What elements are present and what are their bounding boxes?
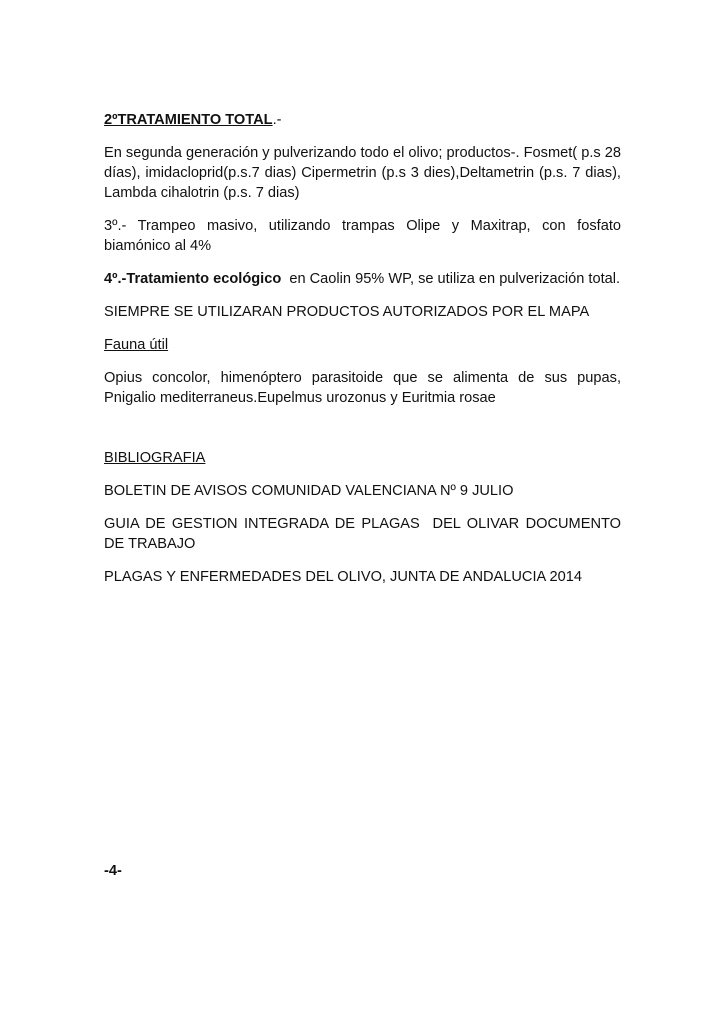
paragraph-warning: SIEMPRE SE UTILIZARAN PRODUCTOS AUTORIZADOS POR EL MAPA	[104, 304, 590, 320]
bibliography-title-text: BIBLIOGRAFIA	[104, 450, 206, 466]
document-page	[104, 110, 626, 600]
fauna-title	[104, 335, 621, 355]
page-number: -4-	[104, 863, 122, 879]
fauna-text: Opius concolor, himenóptero parasitoide que se alimenta de sus pupas, Pnigalio mediterraneus.Eupelmus urozonus y Euritmia rosae	[104, 370, 621, 406]
bibliography-title	[104, 448, 621, 468]
spacer	[104, 421, 621, 448]
bibliography-item: BOLETIN DE AVISOS COMUNIDAD VALENCIANA Nº 9 JULIO	[104, 483, 514, 499]
section-heading-suffix: .-	[272, 112, 282, 128]
treatment-4-title: 4º.-Tratamiento ecológico	[104, 271, 282, 287]
treatment-4-text: en Caolin 95% WP, se utiliza en pulverización total.	[281, 271, 621, 287]
paragraph-treatment-3: 3º.- Trampeo masivo, utilizando trampas Olipe y Maxitrap, con fosfato biamónico al 4%	[104, 218, 621, 254]
paragraph-treatment-4	[104, 269, 621, 289]
bibliography-item: GUIA DE GESTION INTEGRADA DE PLAGAS DEL OLIVAR DOCUMENTO DE TRABAJO	[104, 516, 626, 552]
section-heading-line	[104, 110, 621, 130]
paragraph-treatment-2: En segunda generación y pulverizando todo el olivo; productos-. Fosmet( p.s 28 días), imidacloprid(p.s.7 dias) Cipermetrin (p.s 3 dies),Deltametrin (p.s. 7 dias), Lambda cihalotrin (p.s. 7 dias)	[104, 145, 621, 201]
section-heading: 2ºTRATAMIENTO TOTAL	[104, 112, 273, 128]
bibliography-item: PLAGAS Y ENFERMEDADES DEL OLIVO, JUNTA DE ANDALUCIA 2014	[104, 569, 582, 585]
fauna-title-text: Fauna útil	[104, 337, 169, 353]
